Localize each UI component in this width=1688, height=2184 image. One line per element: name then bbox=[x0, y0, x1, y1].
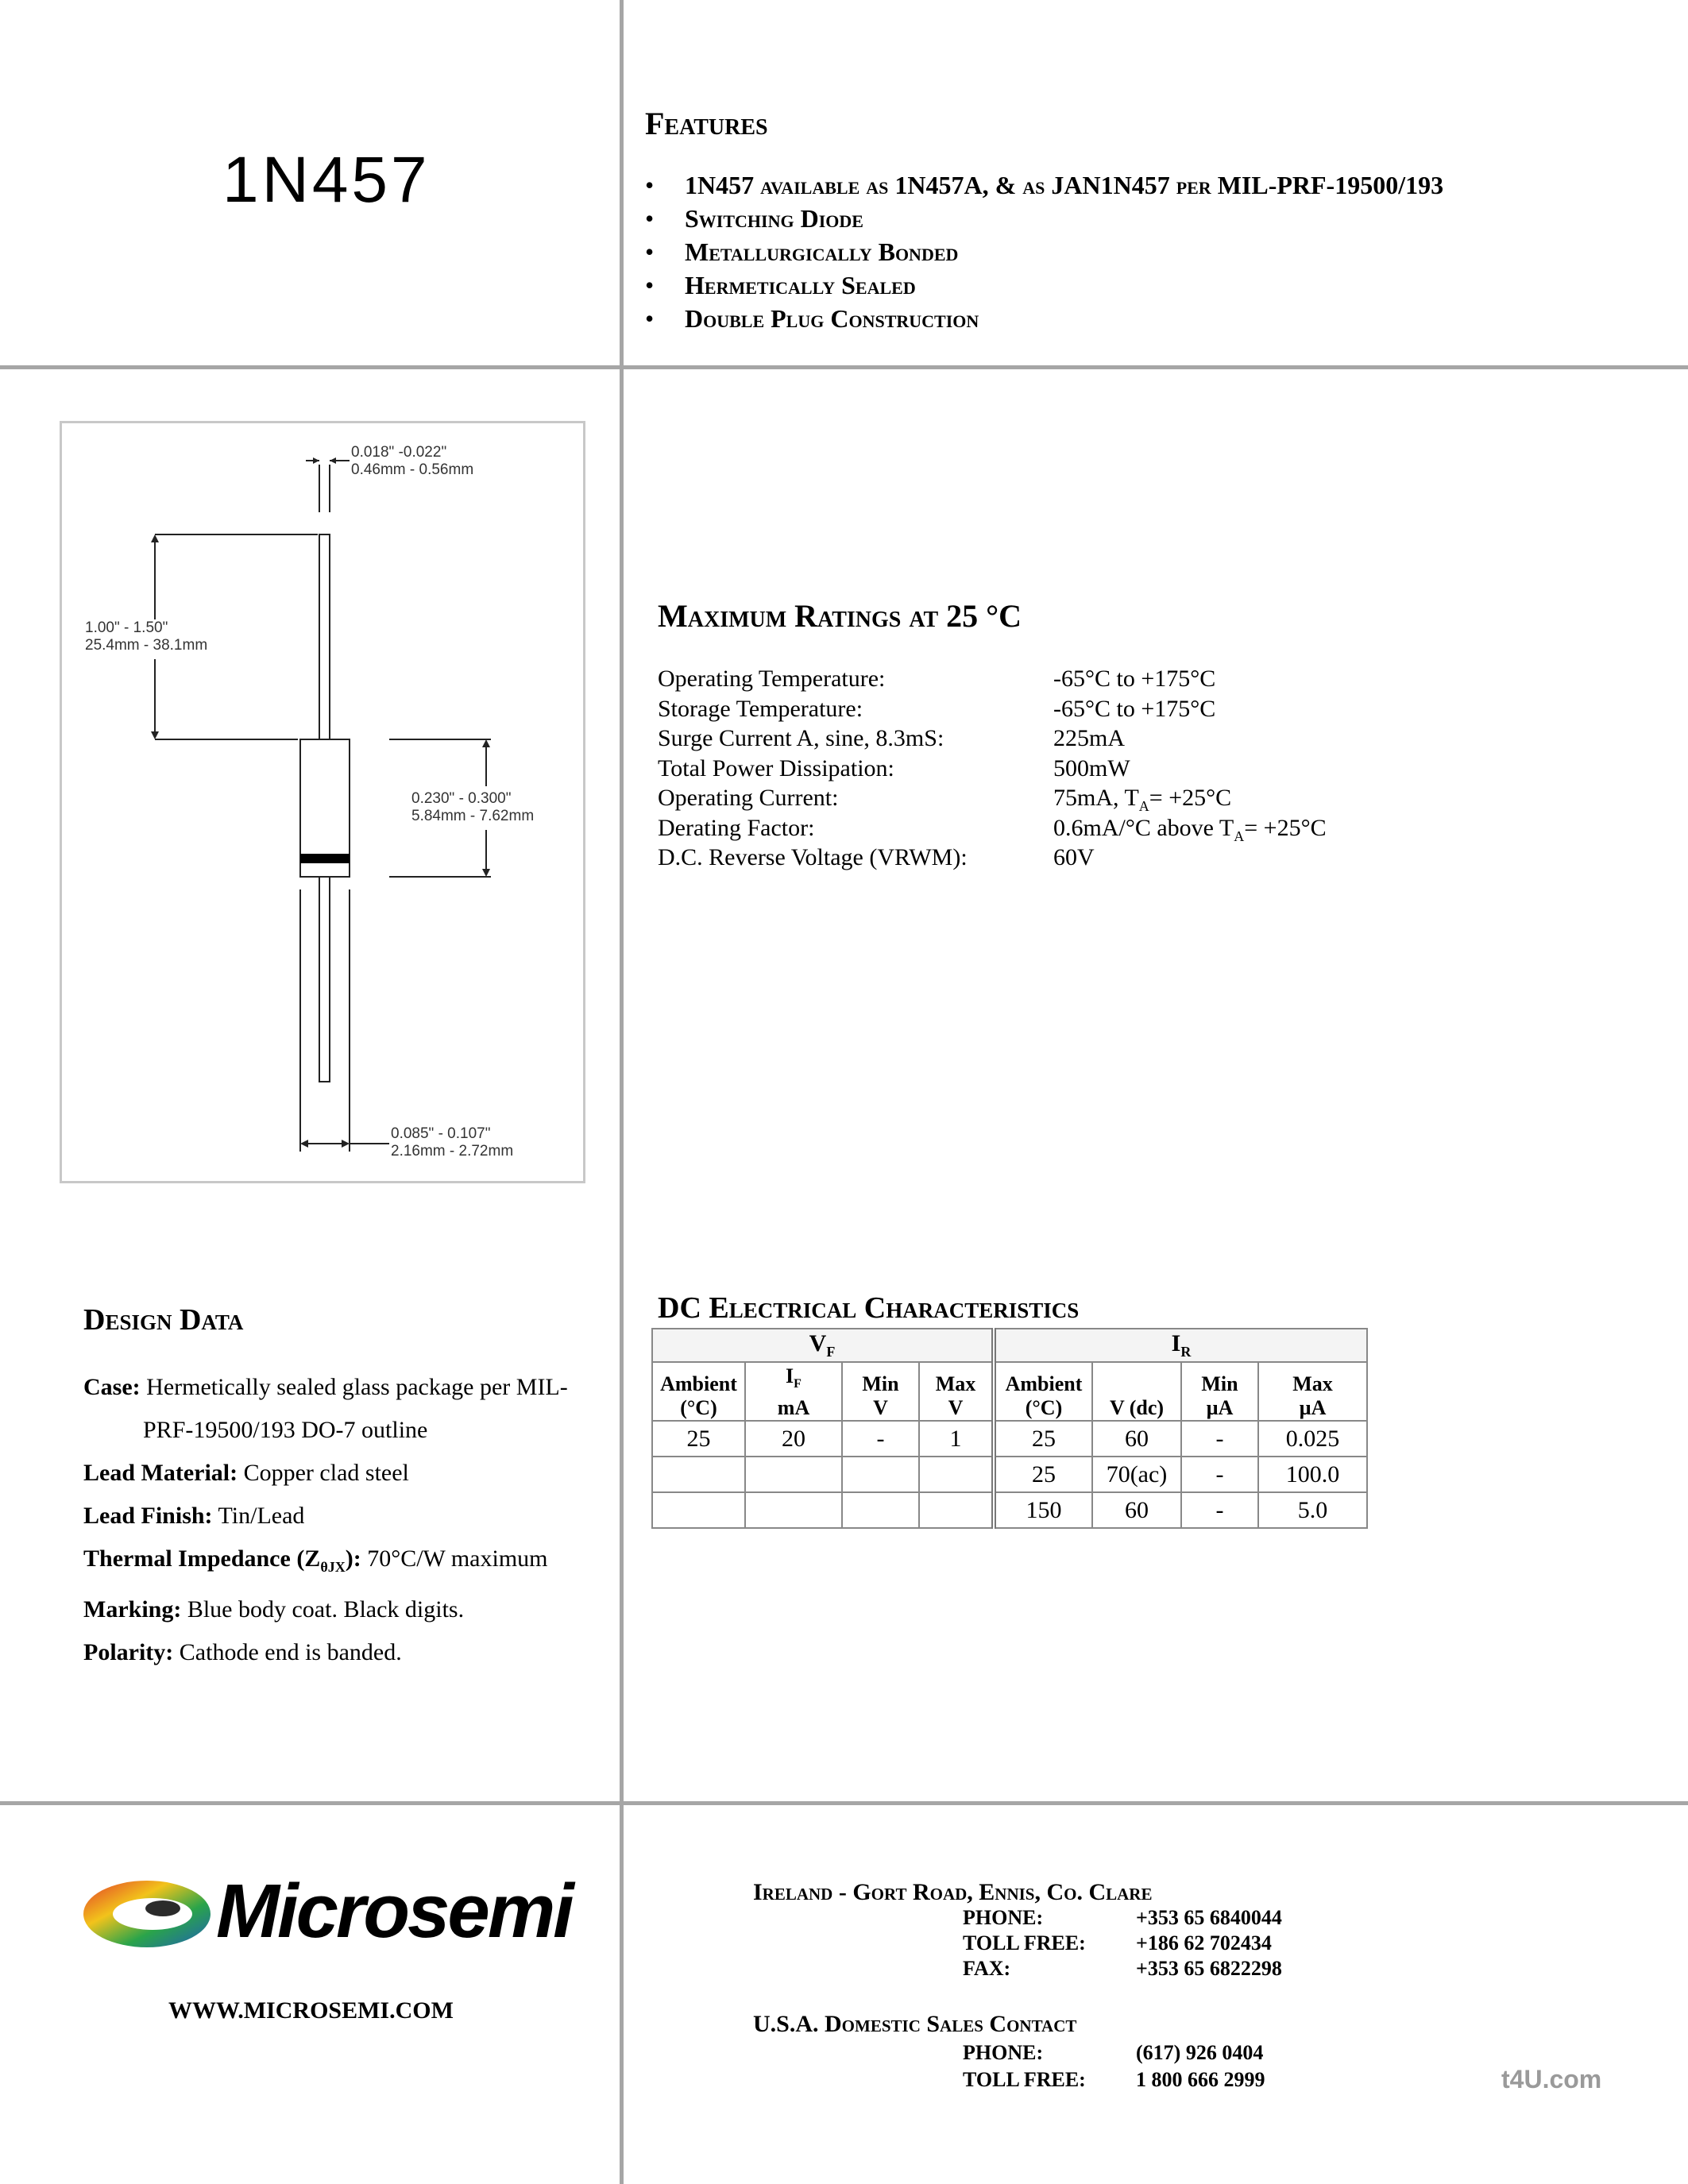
top-lead bbox=[319, 534, 330, 739]
ireland-fax-value: +353 65 6822298 bbox=[1136, 1957, 1282, 1980]
design-case: Case: Hermetically sealed glass package per MIL- bbox=[83, 1374, 568, 1400]
website-link[interactable]: WWW.MICROSEMI.COM bbox=[168, 1997, 454, 2024]
table-row: 25 20 - 1 25 60 - 0.025 bbox=[652, 1421, 1367, 1457]
design-polarity: Polarity: Cathode end is banded. bbox=[83, 1639, 402, 1665]
col-if: $I_F$ mA bbox=[745, 1362, 842, 1421]
vf-group-header: $V_F$ bbox=[652, 1329, 994, 1362]
bottom-lead bbox=[319, 877, 330, 1082]
usa-heading: U.S.A. Domestic Sales Contact bbox=[753, 2011, 1077, 2037]
dim-lead-length: 1.00" - 1.50" 25.4mm - 38.1mm bbox=[85, 619, 208, 654]
col-min-ua: Min µA bbox=[1181, 1362, 1258, 1421]
cathode-band bbox=[300, 854, 350, 863]
col-ambient-ir: Ambient (°C) bbox=[994, 1362, 1092, 1421]
usa-phone-label: PHONE: bbox=[963, 2041, 1044, 2064]
ir-group-header: $I_R$ bbox=[994, 1329, 1367, 1362]
table-row: 25 70(ac) - 100.0 bbox=[652, 1457, 1367, 1492]
usa-tollfree-label: TOLL FREE: bbox=[963, 2068, 1086, 2091]
horizontal-divider-bottom bbox=[0, 1801, 1688, 1805]
design-case-cont: PRF-19500/193 DO-7 outline bbox=[143, 1417, 428, 1443]
ireland-phone-label: PHONE: bbox=[963, 1906, 1044, 1929]
dc-heading: DC Electrical Characteristics bbox=[658, 1291, 1080, 1325]
design-lead-material: Lead Material: Copper clad steel bbox=[83, 1460, 409, 1486]
usa-phone-value: (617) 926 0404 bbox=[1136, 2041, 1264, 2064]
design-data-heading: Design Data bbox=[83, 1303, 244, 1337]
col-max-ua: Max µA bbox=[1258, 1362, 1367, 1421]
col-vdc: V (dc) bbox=[1092, 1362, 1181, 1421]
microsemi-logo-text: Microsemi bbox=[216, 1869, 572, 1954]
col-ambient-vf: Ambient (°C) bbox=[652, 1362, 745, 1421]
ireland-heading: Ireland - Gort Road, Ennis, Co. Clare bbox=[753, 1879, 1153, 1905]
col-max-v: Max V bbox=[919, 1362, 994, 1421]
feature-item: • 1N457 available as 1N457A, & as JAN1N457 per MIL-PRF-19500/193 bbox=[645, 171, 1444, 199]
ireland-tollfree-label: TOLL FREE: bbox=[963, 1931, 1086, 1954]
outline-drawing bbox=[0, 0, 620, 1191]
features-heading: Features bbox=[645, 106, 768, 141]
dc-characteristics-table bbox=[651, 1328, 1368, 1529]
max-ratings-heading: Maximum Ratings at 25 °C bbox=[658, 598, 1022, 634]
feature-item: • Switching Diode bbox=[645, 204, 863, 233]
feature-item: • Metallurgically Bonded bbox=[645, 237, 959, 266]
usa-tollfree-value: 1 800 666 2999 bbox=[1136, 2068, 1265, 2091]
feature-item: • Hermetically Sealed bbox=[645, 271, 916, 299]
vertical-divider bbox=[620, 0, 624, 2184]
dim-lead-diameter: 0.018" -0.022" 0.46mm - 0.56mm bbox=[351, 444, 474, 478]
table-row: 150 60 - 5.0 bbox=[652, 1492, 1367, 1528]
design-marking: Marking: Blue body coat. Black digits. bbox=[83, 1596, 465, 1623]
design-lead-finish: Lead Finish: Tin/Lead bbox=[83, 1503, 305, 1529]
microsemi-logo-icon bbox=[79, 1870, 218, 1958]
design-data-list bbox=[83, 1366, 608, 1674]
dim-body-length: 0.230" - 0.300" 5.84mm - 7.62mm bbox=[411, 790, 535, 824]
ireland-fax-label: FAX: bbox=[963, 1957, 1011, 1980]
watermark: t4U.com bbox=[1501, 2065, 1602, 2093]
design-thermal: Thermal Impedance $(Z_{\theta JX})$: 70°C/W maximum bbox=[83, 1545, 548, 1575]
dim-body-diameter: 0.085" - 0.107" 2.16mm - 2.72mm bbox=[391, 1125, 514, 1160]
ireland-phone-value: +353 65 6840044 bbox=[1136, 1906, 1282, 1929]
features-list bbox=[645, 168, 1443, 335]
part-number: 1N457 bbox=[222, 144, 431, 216]
col-min-v: Min V bbox=[842, 1362, 919, 1421]
ireland-tollfree-value: +186 62 702434 bbox=[1136, 1931, 1272, 1954]
feature-item: • Double Plug Construction bbox=[645, 304, 979, 333]
